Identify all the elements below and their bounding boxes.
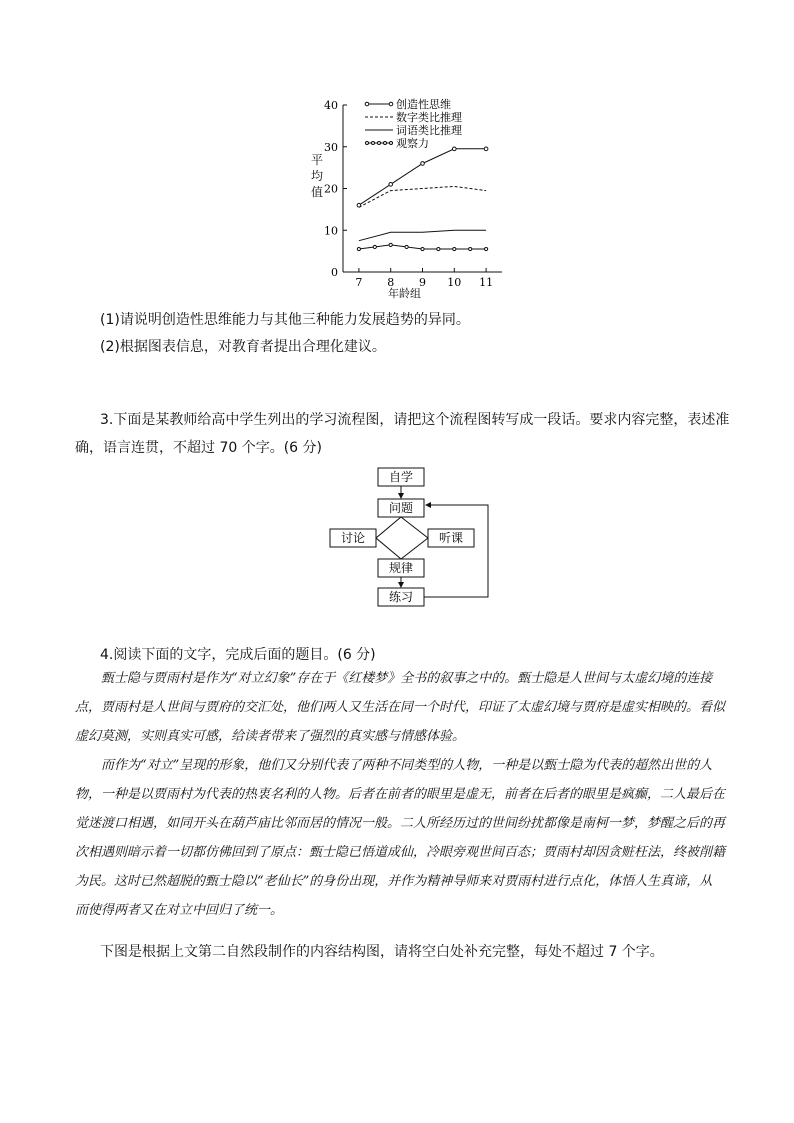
- y-tick-label: 10: [324, 224, 338, 238]
- passage-paragraph-1: 甄士隐与贾雨村是作为“对立幻象”存在于《红楼梦》全书的叙事之中的。甄士隐是人世间与太虚幻境的连接点，贾雨村是人世间与贾府的交汇处，他们两人又生活在同一个时代，印证了太虚幻境与贾府是虚实相映的。看似虚幻莫测，实则真实可感，给读者带来了强烈的真实感与情感体验。: [75, 671, 726, 744]
- y-tick-label: 40: [324, 99, 338, 112]
- legend-label-3: 词语类比推理: [396, 124, 462, 137]
- y-tick-label: 20: [324, 182, 338, 196]
- series-point: [389, 183, 393, 187]
- y-tick-label: 0: [331, 266, 338, 279]
- question-3-line-1: 3.下面是某教师给高中学生列出的学习流程图，请把这个流程图转写成一段话。要求内容完整，表述准: [100, 412, 730, 428]
- series-point: [485, 247, 488, 250]
- series-line-2: [359, 186, 486, 207]
- series-point: [421, 162, 425, 166]
- flow-label-lianxi: 练习: [388, 590, 414, 604]
- series-point: [437, 247, 440, 250]
- series-line-3: [359, 230, 486, 240]
- series-point: [357, 247, 360, 250]
- chart-series: [357, 147, 488, 251]
- y-axis-label-text: 平 均 值: [310, 153, 323, 199]
- flow-label-wenti: 问题: [388, 501, 414, 515]
- passage-paragraph-2: 而作为“对立”呈现的形象，他们又分别代表了两种不同类型的人物，一种是以甄士隐为代表的超然出世的人物，一种是以贾雨村为代表的热衷名利的人物。后者在前者的眼里是虚无，前者在后者的眼里是疯癫，二人最后在觉迷渡口相遇，如同开头在葫芦庙比邻而居的情况一般。二人所经历过的世间纷扰都像是南柯一梦，梦醒之后的再次相遇则暗示着一切都仿佛回到了原点：甄士隐已悟道成仙，冷眼旁观世间百态；贾雨村却因贪赃枉法，终被削籍为民。这时已然超脱的甄士隐以“老仙长”的身份出现，并作为精神导师来对贾雨村进行点化，体悟人生真谛，从而使得两者又在对立中回归了统一。: [75, 758, 726, 918]
- flow-label-zixue: 自学: [388, 470, 414, 484]
- question-2-sub-1: (1)请说明创造性思维能力与其他三种能力发展趋势的异同。: [100, 312, 470, 328]
- flow-label-taolun: 讨论: [340, 531, 366, 545]
- series-point: [469, 247, 472, 250]
- flow-label-tingke: 听课: [438, 531, 464, 545]
- x-tick-label: 8: [387, 276, 395, 289]
- question-4-task: 下图是根据上文第二自然段制作的内容结构图，请将空白处补充完整，每处不超过 7 个字。: [100, 944, 664, 960]
- x-axis-label: 年龄组: [388, 287, 421, 300]
- flowchart: [320, 460, 500, 615]
- legend-marker: [366, 142, 369, 145]
- x-tick-label: 7: [355, 276, 363, 289]
- y-axis-label: [310, 152, 324, 200]
- series-point: [484, 147, 488, 151]
- series-point: [373, 245, 376, 248]
- y-tick-label: 30: [324, 140, 338, 154]
- x-tick-label: 11: [479, 276, 494, 289]
- x-tick-label: 9: [419, 276, 426, 289]
- series-point: [405, 245, 408, 248]
- legend-marker: [390, 142, 393, 145]
- series-point: [453, 247, 456, 250]
- legend-marker: [378, 142, 381, 145]
- legend-marker: [372, 142, 375, 145]
- question-3-line-2: 确，语言连贯，不超过 70 个字。(6 分): [75, 440, 322, 456]
- question-2-sub-2: (2)根据图表信息，对教育者提出合理化建议。: [100, 339, 386, 355]
- flow-diamond: [376, 517, 428, 559]
- series-point: [421, 247, 424, 250]
- line-chart: [300, 92, 510, 304]
- x-tick-label: 10: [447, 276, 462, 289]
- legend-label-2: 数字类比推理: [396, 111, 462, 124]
- chart-legend: [365, 97, 462, 150]
- series-point: [389, 243, 392, 246]
- legend-marker: [389, 102, 393, 106]
- question-4-title: 4.阅读下面的文字，完成后面的题目。(6 分): [100, 647, 376, 663]
- series-point: [453, 147, 457, 151]
- legend-marker: [365, 102, 369, 106]
- flow-label-guilv: 规律: [388, 561, 414, 575]
- legend-label-4: 观察力: [396, 137, 429, 150]
- flow-loop-back: [424, 505, 488, 597]
- legend-label-1: 创造性思维: [396, 98, 451, 111]
- legend-marker: [384, 142, 387, 145]
